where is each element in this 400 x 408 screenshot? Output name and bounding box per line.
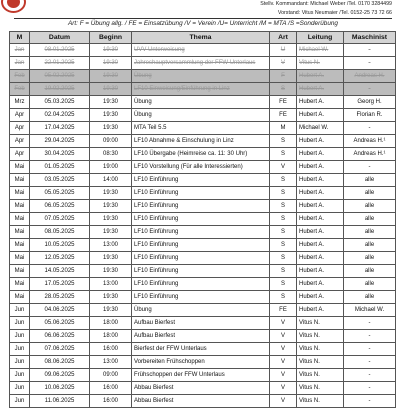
start-time-cell: 13:00 — [90, 278, 132, 291]
table-row — [10, 83, 396, 96]
table-row — [10, 343, 396, 356]
chairman-contact: Vorstand: Vitus Neumaier /Tel. 0152-25 73 72 66 — [277, 10, 392, 16]
month-cell: Mai — [10, 291, 30, 304]
month-cell: Apr — [10, 122, 30, 135]
lead-cell: Hubert A. — [297, 278, 344, 291]
topic-cell: LF10 Einführung — [132, 239, 270, 252]
start-time-cell: 19:30 — [90, 291, 132, 304]
date-cell: 07.05.2025 — [30, 213, 90, 226]
month-cell: Mai — [10, 174, 30, 187]
date-cell: 17.05.2025 — [30, 278, 90, 291]
start-time-cell: 19:30 — [90, 70, 132, 83]
lead-cell: Hubert A. — [297, 148, 344, 161]
type-cell: S — [270, 239, 297, 252]
type-cell: S — [270, 226, 297, 239]
date-cell: 12.05.2025 — [30, 252, 90, 265]
machinist-cell: Georg H. — [344, 96, 396, 109]
start-time-cell: 18:00 — [90, 330, 132, 343]
table-row — [10, 174, 396, 187]
month-cell: Jun — [10, 317, 30, 330]
machinist-cell: Andreas H.¹ — [344, 148, 396, 161]
table-row — [10, 369, 396, 382]
machinist-cell: - — [344, 382, 396, 395]
machinist-cell: - — [344, 57, 396, 70]
table-row — [10, 187, 396, 200]
type-cell: S — [270, 291, 297, 304]
date-cell: 22.01.2025 — [30, 57, 90, 70]
start-time-cell: 13:00 — [90, 239, 132, 252]
topic-cell: LF10 Einführung — [132, 291, 270, 304]
machinist-cell: alle — [344, 278, 396, 291]
lead-cell: Hubert A. — [297, 96, 344, 109]
topic-cell: UVV-Unterweisung — [132, 44, 270, 57]
machinist-cell: alle — [344, 291, 396, 304]
machinist-cell: alle — [344, 200, 396, 213]
start-time-cell: 19:30 — [90, 304, 132, 317]
month-cell: Jun — [10, 395, 30, 408]
lead-cell: Vitus N. — [297, 369, 344, 382]
start-time-cell: 19:30 — [90, 187, 132, 200]
table-row — [10, 278, 396, 291]
column-header-month: M — [10, 32, 30, 44]
start-time-cell: 09:00 — [90, 369, 132, 382]
lead-cell: Hubert A. — [297, 291, 344, 304]
date-cell: 10.06.2025 — [30, 382, 90, 395]
table-row — [10, 239, 396, 252]
type-cell: V — [270, 161, 297, 174]
topic-cell: Frühschoppen der FFW Unterlaus — [132, 369, 270, 382]
date-cell: 06.05.2025 — [30, 200, 90, 213]
topic-cell: Jahreshauptversammlung der FFW Unterlaus — [132, 57, 270, 70]
machinist-cell: alle — [344, 265, 396, 278]
machinist-cell: alle — [344, 187, 396, 200]
table-row — [10, 252, 396, 265]
topic-cell: LF10 Einführung — [132, 278, 270, 291]
month-cell: Jan — [10, 57, 30, 70]
table-row — [10, 213, 396, 226]
topic-cell: Abbau Bierfest — [132, 395, 270, 408]
date-cell: 17.04.2025 — [30, 122, 90, 135]
header-divider — [14, 18, 392, 19]
lead-cell: Hubert A. — [297, 239, 344, 252]
type-cell: U — [270, 44, 297, 57]
machinist-cell: - — [344, 356, 396, 369]
month-cell: Mrz — [10, 96, 30, 109]
table-row — [10, 356, 396, 369]
deputy-commander-contact: Stellv. Kommandant: Michael Weber /Tel. 0170 3284499 — [260, 1, 392, 7]
column-header-type: Art — [270, 32, 297, 44]
lead-cell: Vitus N. — [297, 356, 344, 369]
date-cell: 09.06.2025 — [30, 369, 90, 382]
topic-cell: LF10 Einführung — [132, 213, 270, 226]
lead-cell: Vitus N. — [297, 382, 344, 395]
column-header-start: Beginn — [90, 32, 132, 44]
type-cell: S — [270, 278, 297, 291]
date-cell: 08.01.2025 — [30, 44, 90, 57]
type-cell: V — [270, 356, 297, 369]
start-time-cell: 16:00 — [90, 382, 132, 395]
type-cell: S — [270, 187, 297, 200]
machinist-cell: - — [344, 161, 396, 174]
topic-cell: Übung — [132, 96, 270, 109]
machinist-cell: - — [344, 330, 396, 343]
table-row — [10, 44, 396, 57]
start-time-cell: 09:00 — [90, 135, 132, 148]
start-time-cell: 19:30 — [90, 122, 132, 135]
date-cell: 05.02.2025 — [30, 70, 90, 83]
start-time-cell: 14:00 — [90, 174, 132, 187]
machinist-cell: Florian R. — [344, 109, 396, 122]
lead-cell: Hubert A. — [297, 213, 344, 226]
start-time-cell: 08:30 — [90, 148, 132, 161]
lead-cell: Vitus N. — [297, 330, 344, 343]
lead-cell: Vitus N. — [297, 57, 344, 70]
machinist-cell: - — [344, 395, 396, 408]
schedule-table — [9, 31, 396, 408]
date-cell: 30.04.2025 — [30, 148, 90, 161]
start-time-cell: 19:30 — [90, 83, 132, 96]
start-time-cell: 16:00 — [90, 395, 132, 408]
topic-cell: MTA Teil 5.5 — [132, 122, 270, 135]
start-time-cell: 19:00 — [90, 161, 132, 174]
lead-cell: Vitus N. — [297, 343, 344, 356]
date-cell: 08.06.2025 — [30, 356, 90, 369]
month-cell: Mai — [10, 252, 30, 265]
lead-cell: Hubert A. — [297, 252, 344, 265]
date-cell: 04.06.2025 — [30, 304, 90, 317]
date-cell: 11.06.2025 — [30, 395, 90, 408]
topic-cell: Übung — [132, 304, 270, 317]
month-cell: Jun — [10, 343, 30, 356]
column-header-date: Datum — [30, 32, 90, 44]
type-cell: M — [270, 122, 297, 135]
month-cell: Mai — [10, 200, 30, 213]
type-cell: S — [270, 83, 297, 96]
machinist-cell: - — [344, 369, 396, 382]
lead-cell: Hubert A. — [297, 161, 344, 174]
month-cell: Mai — [10, 226, 30, 239]
date-cell: 05.06.2025 — [30, 317, 90, 330]
date-cell: 29.04.2025 — [30, 135, 90, 148]
month-cell: Jun — [10, 304, 30, 317]
topic-cell: LF10 Einführung — [132, 187, 270, 200]
table-row — [10, 226, 396, 239]
type-cell: S — [270, 148, 297, 161]
lead-cell: Hubert A. — [297, 174, 344, 187]
date-cell: 01.05.2025 — [30, 161, 90, 174]
type-cell: S — [270, 265, 297, 278]
month-cell: Jun — [10, 356, 30, 369]
table-row — [10, 395, 396, 408]
machinist-cell: - — [344, 83, 396, 96]
topic-cell: LF10 Vorstellung (Für alle Interessierten) — [132, 161, 270, 174]
topic-cell: Vorbereiten Frühschoppen — [132, 356, 270, 369]
start-time-cell: 19:30 — [90, 200, 132, 213]
topic-cell: Übung — [132, 109, 270, 122]
topic-cell: LF10 Einführung — [132, 200, 270, 213]
start-time-cell: 16:00 — [90, 343, 132, 356]
table-row — [10, 96, 396, 109]
type-legend: Art: F = Übung allg. / FE = Einsatzübung /V = Verein /U= Unterricht /M = MTA /S =Sonderübung — [68, 20, 338, 27]
table-row — [10, 135, 396, 148]
lead-cell: Hubert A. — [297, 70, 344, 83]
lead-cell: Michael W. — [297, 44, 344, 57]
month-cell: Mai — [10, 265, 30, 278]
topic-cell: LF10 Abnahme & Einschulung in Linz — [132, 135, 270, 148]
table-row — [10, 122, 396, 135]
month-cell: Mai — [10, 278, 30, 291]
type-cell: V — [270, 330, 297, 343]
type-cell: S — [270, 200, 297, 213]
table-row — [10, 330, 396, 343]
start-time-cell: 19:30 — [90, 44, 132, 57]
topic-cell: LF10 Einweisung/Einführung in Linz — [132, 83, 270, 96]
start-time-cell: 19:30 — [90, 265, 132, 278]
table-row — [10, 109, 396, 122]
month-cell: Jun — [10, 369, 30, 382]
topic-cell: LF10 Einführung — [132, 226, 270, 239]
topic-cell: LF10 Einführung — [132, 265, 270, 278]
type-cell: V — [270, 343, 297, 356]
column-header-machinist: Maschinist — [344, 32, 396, 44]
topic-cell: LF10 Einführung — [132, 174, 270, 187]
topic-cell: LF10 Übergabe (Heimreise ca. 11: 30 Uhr) — [132, 148, 270, 161]
date-cell: 05.03.2025 — [30, 96, 90, 109]
date-cell: 07.06.2025 — [30, 343, 90, 356]
start-time-cell: 13:00 — [90, 356, 132, 369]
month-cell: Jun — [10, 382, 30, 395]
lead-cell: Vitus N. — [297, 317, 344, 330]
type-cell: FE — [270, 109, 297, 122]
table-row — [10, 200, 396, 213]
date-cell: 08.05.2025 — [30, 226, 90, 239]
type-cell: S — [270, 135, 297, 148]
lead-cell: Hubert A. — [297, 109, 344, 122]
month-cell: Jun — [10, 330, 30, 343]
table-row — [10, 265, 396, 278]
machinist-cell: - — [344, 343, 396, 356]
type-cell: FE — [270, 96, 297, 109]
type-cell: V — [270, 395, 297, 408]
machinist-cell: Andreas H.¹ — [344, 135, 396, 148]
topic-cell: Bierfest der FFW Unterlaus — [132, 343, 270, 356]
start-time-cell: 18:00 — [90, 317, 132, 330]
month-cell: Mai — [10, 161, 30, 174]
month-cell: Feb — [10, 70, 30, 83]
type-cell: S — [270, 174, 297, 187]
month-cell: Mai — [10, 213, 30, 226]
column-header-topic: Thema — [132, 32, 270, 44]
lead-cell: Hubert A. — [297, 226, 344, 239]
table-row — [10, 317, 396, 330]
machinist-cell: Michael W. — [344, 304, 396, 317]
machinist-cell: Andreas H. — [344, 70, 396, 83]
lead-cell: Vitus N. — [297, 395, 344, 408]
table-header-row — [10, 32, 396, 44]
start-time-cell: 19:30 — [90, 213, 132, 226]
start-time-cell: 19:30 — [90, 109, 132, 122]
date-cell: 06.06.2025 — [30, 330, 90, 343]
date-cell: 05.05.2025 — [30, 187, 90, 200]
table-row — [10, 382, 396, 395]
month-cell: Jan — [10, 44, 30, 57]
type-cell: V — [270, 369, 297, 382]
machinist-cell: - — [344, 317, 396, 330]
lead-cell: Hubert A. — [297, 135, 344, 148]
machinist-cell: - — [344, 44, 396, 57]
type-cell: F — [270, 70, 297, 83]
topic-cell: Aufbau Bierfest — [132, 317, 270, 330]
machinist-cell: alle — [344, 213, 396, 226]
lead-cell: Hubert A. — [297, 265, 344, 278]
table-row — [10, 161, 396, 174]
date-cell: 03.05.2025 — [30, 174, 90, 187]
month-cell: Feb — [10, 83, 30, 96]
month-cell: Apr — [10, 109, 30, 122]
date-cell: 02.04.2025 — [30, 109, 90, 122]
month-cell: Apr — [10, 135, 30, 148]
type-cell: V — [270, 317, 297, 330]
start-time-cell: 19:30 — [90, 57, 132, 70]
type-cell: FE — [270, 304, 297, 317]
machinist-cell: alle — [344, 239, 396, 252]
topic-cell: Abbau Bierfest — [132, 382, 270, 395]
machinist-cell: - — [344, 122, 396, 135]
month-cell: Mai — [10, 239, 30, 252]
type-cell: V — [270, 382, 297, 395]
type-cell: S — [270, 252, 297, 265]
start-time-cell: 19:30 — [90, 252, 132, 265]
machinist-cell: alle — [344, 252, 396, 265]
date-cell: 19.02.2025 — [30, 83, 90, 96]
table-row — [10, 70, 396, 83]
type-cell: V — [270, 57, 297, 70]
table-row — [10, 304, 396, 317]
machinist-cell: alle — [344, 226, 396, 239]
machinist-cell: alle — [344, 174, 396, 187]
lead-cell: Hubert A. — [297, 83, 344, 96]
start-time-cell: 19:30 — [90, 226, 132, 239]
table-row — [10, 148, 396, 161]
topic-cell: Übung — [132, 70, 270, 83]
lead-cell: Michael W. — [297, 122, 344, 135]
table-row — [10, 57, 396, 70]
date-cell: 28.05.2025 — [30, 291, 90, 304]
lead-cell: Hubert A. — [297, 304, 344, 317]
topic-cell: LF10 Einführung — [132, 252, 270, 265]
date-cell: 10.05.2025 — [30, 239, 90, 252]
lead-cell: Hubert A. — [297, 187, 344, 200]
fire-department-emblem — [1, 0, 26, 13]
start-time-cell: 19:30 — [90, 96, 132, 109]
type-cell: S — [270, 213, 297, 226]
month-cell: Mai — [10, 187, 30, 200]
date-cell: 14.05.2025 — [30, 265, 90, 278]
table-row — [10, 291, 396, 304]
month-cell: Apr — [10, 148, 30, 161]
column-header-lead: Leitung — [297, 32, 344, 44]
topic-cell: Aufbau Bierfest — [132, 330, 270, 343]
lead-cell: Hubert A. — [297, 200, 344, 213]
